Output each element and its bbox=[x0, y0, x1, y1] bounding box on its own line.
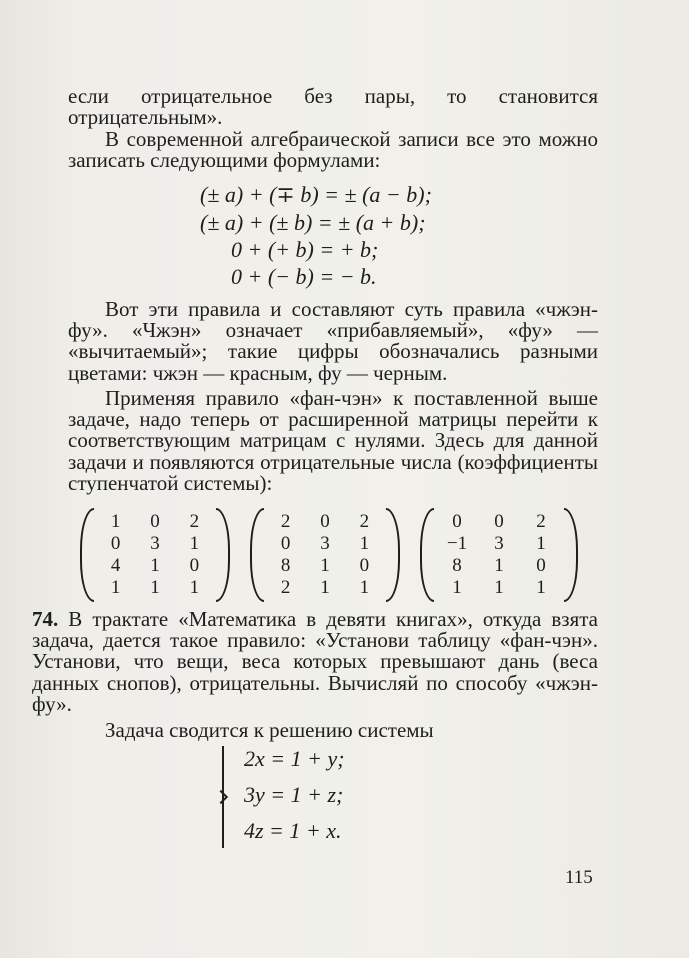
matrix-cell: 2 bbox=[280, 577, 291, 598]
matrix-cell: 3 bbox=[494, 533, 504, 554]
matrix-1 bbox=[80, 508, 230, 602]
matrix-cell: 0 bbox=[150, 511, 160, 532]
matrix-right-bracket bbox=[216, 508, 230, 602]
matrix-cell: 2 bbox=[536, 511, 546, 532]
matrix-cell: 3 bbox=[150, 533, 160, 554]
system-brace bbox=[222, 746, 236, 848]
matrix-cell: 1 bbox=[189, 533, 200, 554]
matrix-cell: 1 bbox=[359, 533, 370, 554]
formula-1: (± a) + (∓ b) = ± (a − b); bbox=[200, 182, 432, 207]
matrix-2 bbox=[250, 508, 400, 602]
problem-74 bbox=[32, 609, 598, 715]
matrix-cell: 1 bbox=[536, 533, 546, 554]
matrix-left-bracket bbox=[80, 508, 94, 602]
matrix-cell: 0 bbox=[452, 511, 462, 532]
equation-2: 3y = 1 + z; bbox=[244, 782, 344, 807]
matrix-cell: 0 bbox=[536, 555, 546, 576]
matrix-right-bracket bbox=[386, 508, 400, 602]
matrix-cell: 1 bbox=[189, 577, 200, 598]
matrix-cell: 1 bbox=[110, 511, 121, 532]
matrix-cell: 3 bbox=[320, 533, 330, 554]
matrix-cell: 4 bbox=[110, 555, 121, 576]
matrix-cell: 1 bbox=[494, 577, 504, 598]
formula-3: 0 + (+ b) = + b; bbox=[231, 237, 379, 262]
paragraph-system-intro: Задача сводится к решению системы bbox=[105, 718, 434, 742]
matrix-left-bracket bbox=[250, 508, 264, 602]
matrix-cell: 1 bbox=[320, 555, 330, 576]
matrix-cell: 1 bbox=[359, 577, 370, 598]
matrix-cell: 0 bbox=[280, 533, 291, 554]
matrix-cell: 0 bbox=[110, 533, 121, 554]
equation-1: 2x = 1 + y; bbox=[244, 746, 345, 771]
matrix-3 bbox=[420, 508, 578, 602]
matrix-cell: 2 bbox=[359, 511, 370, 532]
matrix-cell: 2 bbox=[280, 511, 291, 532]
formula-2: (± a) + (± b) = ± (a + b); bbox=[200, 210, 426, 235]
paragraph-modern-notation: В современной алгебраической записи все это можно записать следующими формулами: bbox=[68, 127, 598, 173]
matrix-cell: 2 bbox=[189, 511, 200, 532]
matrix-cell: 1 bbox=[110, 577, 121, 598]
equation-system bbox=[222, 742, 382, 854]
paragraph-zheng-fu-rule: Вот эти правила и составляют суть правила «чжэн-фу». «Чжэн» означает «прибавляемый», «фу» — «вычитаемый»; такие цифры обозначались разными цветами: чжэн — красным, фу — черным. bbox=[68, 297, 598, 385]
equation-3: 4z = 1 + x. bbox=[244, 818, 342, 843]
matrix-cell: 1 bbox=[536, 577, 546, 598]
matrix-cell: 1 bbox=[494, 555, 504, 576]
matrix-cell: 8 bbox=[452, 555, 462, 576]
problem-text: В трактате «Математика в девяти книгах», откуда взята задача, дается такое правило: «Установи таблицу «фан-чэн». Установи, что вещи, веса которых превышают дань (веса данных снопов), отрицательны. Вычисляй по способу «чжэн-фу». bbox=[32, 607, 598, 716]
page-number: 115 bbox=[565, 867, 593, 888]
matrix-cell: 1 bbox=[452, 577, 462, 598]
matrix-cell: 0 bbox=[189, 555, 200, 576]
matrix-cell: −1 bbox=[446, 533, 468, 554]
paragraph-intro-end: если отрицательное без пары, то становится отрицательным». bbox=[68, 84, 598, 130]
matrix-cell: 1 bbox=[150, 555, 160, 576]
formula-4: 0 + (− b) = − b. bbox=[231, 264, 377, 289]
matrix-cell: 1 bbox=[320, 577, 330, 598]
matrix-right-bracket bbox=[564, 508, 578, 602]
matrix-cell: 0 bbox=[359, 555, 370, 576]
problem-number: 74. bbox=[32, 607, 59, 631]
matrix-cell: 0 bbox=[494, 511, 504, 532]
matrix-cell: 0 bbox=[320, 511, 330, 532]
matrix-left-bracket bbox=[420, 508, 434, 602]
matrix-cell: 1 bbox=[150, 577, 160, 598]
paragraph-fan-cheng: Применяя правило «фан-чэн» к поставленной выше задаче, надо теперь от расширенной матрицы перейти к соответствующим матрицам с нулями. Здесь для данной задачи и появляются отрицательные числа (коэффициенты ступенчатой системы): bbox=[68, 386, 598, 495]
matrix-cell: 8 bbox=[280, 555, 291, 576]
